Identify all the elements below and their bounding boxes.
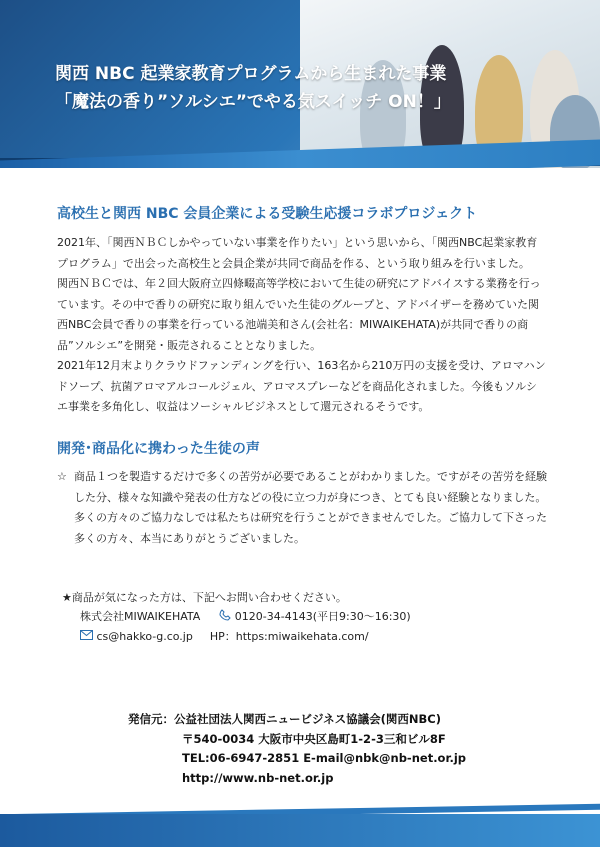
contact-info xyxy=(62,588,411,646)
project-description xyxy=(57,233,547,418)
publisher-address: 〒540-0034 大阪市中央区島町1-2-3三和ビル8F xyxy=(182,731,446,746)
contact-web-line xyxy=(62,627,411,647)
publisher-contact: TEL:06-6947-2851 E-mail@nbk@nb-net.or.jp xyxy=(182,751,467,765)
homepage-link[interactable]: HP：https:miwaikehata.com/ xyxy=(209,629,369,643)
header-banner xyxy=(0,0,600,168)
publisher-website[interactable]: http://www.nb-net.or.jp xyxy=(182,770,334,785)
publisher-info xyxy=(128,710,466,788)
publisher-name: 発信元：公益社団法人関西ニュービジネス協議会(関西NBC) xyxy=(128,712,441,726)
phone-number[interactable]: 0120-34-4143(平日9:30～16:30) xyxy=(234,610,411,623)
section-heading-voices: 開発･商品化に携わった生徒の声 xyxy=(57,441,260,457)
email-link[interactable]: cs@hakko-g.co.jp xyxy=(96,629,193,643)
star-bullet-icon: ☆ xyxy=(57,470,67,483)
footer-bar xyxy=(0,814,600,847)
phone-icon xyxy=(219,608,231,627)
paragraph: 関西ＮＢＣでは、年２回大阪府立四條畷高等学校において生徒の研究にアドバイスする業務を行っています。その中で香りの研究に取り組んでいた生徒のグループと、アドバイザーを務めていた関西NBC会員で香りの事業を行っている池端美和さん(会社名：MIWAIKEHATA)が共同で香りの商品”ソルシエ”を開発・販売されることとなりました。 xyxy=(57,277,541,352)
paragraph: 2021年、「関西ＮＢＣしかやっていない事業を作りたい」という思いから、「関西NBC起業家教育プログラム」で出会った高校生と会員企業が共同で商品を作る、という取り組みを行いました。 xyxy=(57,236,538,270)
company-name: 株式会社MIWAIKEHATA xyxy=(80,610,201,623)
title-line-2: 「魔法の香り”ソルシエ”でやる気スイッチ ON！」 xyxy=(55,92,451,112)
contact-intro: ★商品が気になった方は、下記へお問い合わせください。 xyxy=(62,591,347,604)
student-voice xyxy=(57,467,552,549)
student-voice-text: 商品１つを製造するだけで多くの苦労が必要であることがわかりました。ですがその苦労を経験した分、様々な知識や発表の仕方などの役に立つ力が身につき、とても良い経験となりました。多くの方々のご協力なしでは私たちは研究を行うことができませんでした。ご協力して下さった多くの方々、本当にありがとうございました。 xyxy=(74,470,547,545)
paragraph: 2021年12月末よりクラウドファンディングを行い、163名から210万円の支援を受け、アロマハンドソープ、抗菌アロマアルコールジェル、アロマスプレーなどを商品化されました。今後もソルシエ事業を多角化し、収益はソーシャルビジネスとして還元されるそうです。 xyxy=(57,359,546,413)
title-line-1: 関西 NBC 起業家教育プログラムから生まれた事業 xyxy=(55,64,447,84)
page-title xyxy=(55,60,451,116)
mail-icon xyxy=(80,627,93,646)
section-heading-project: 高校生と関西 NBC 会員企業による受験生応援コラボプロジェクト xyxy=(57,206,478,222)
contact-company-line xyxy=(62,607,411,627)
